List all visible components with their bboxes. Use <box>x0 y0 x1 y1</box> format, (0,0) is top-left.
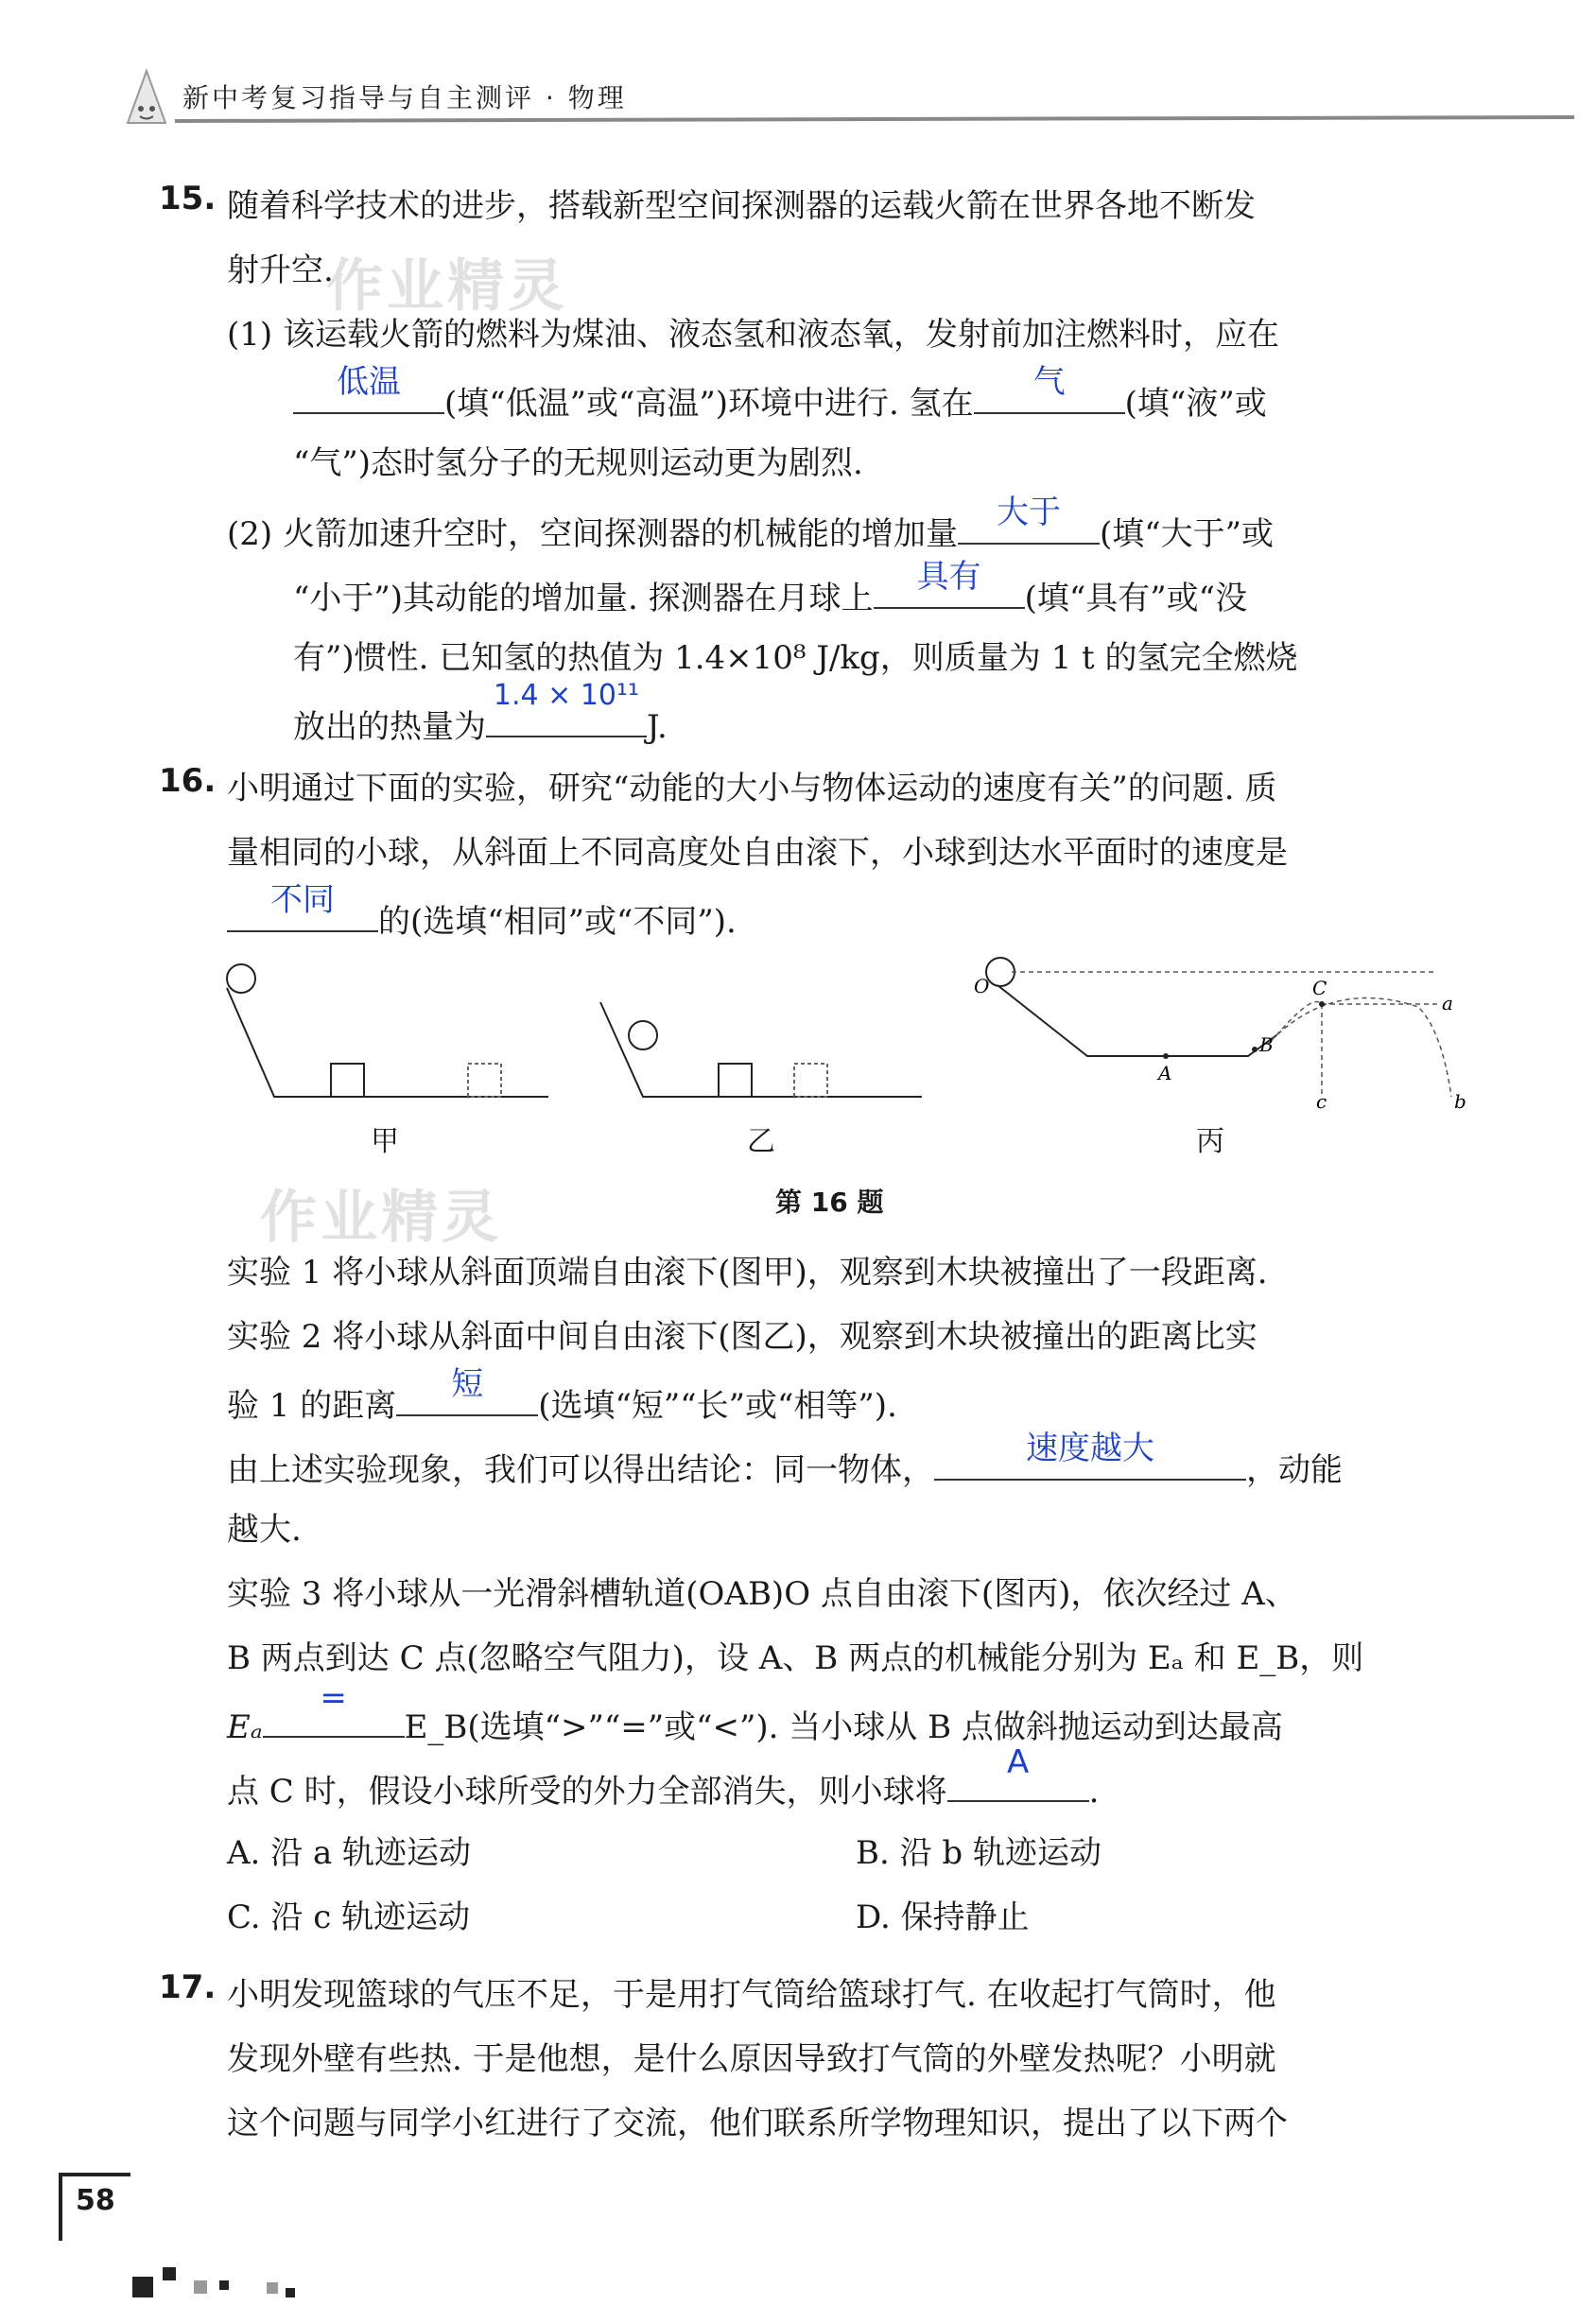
figure-label-yi: 乙 <box>747 1125 775 1158</box>
q15-p2-line2-text-b: (填“具有”或“没 <box>1024 580 1248 617</box>
decor-square-6 <box>286 2288 295 2297</box>
block-jia <box>331 1064 364 1097</box>
trajectory-b <box>1272 998 1451 1097</box>
q16-number: 16. <box>159 762 217 800</box>
q15-p2-line2-text-a: “小于”)其动能的增加量. 探测器在月球上 <box>293 580 874 617</box>
header-rule <box>175 115 1574 125</box>
q16-exp3-line4-text-a: 点 C 时，假设小球所受的外力全部消失，则小球将 <box>227 1773 947 1811</box>
blank-greater[interactable] <box>958 494 1100 545</box>
q17-line1: 小明发现篮球的气压不足，于是用打气筒给篮球打气. 在收起打气筒时，他 <box>227 1976 1276 2014</box>
trajectory-b-label: b <box>1454 1090 1466 1113</box>
q15-p2-line3: 有”)惯性. 已知氢的热值为 1.4×10⁸ J/kg，则质量为 1 t 的氢完全燃烧 <box>293 639 1298 677</box>
q15-p1-line2-text-b: (填“液”或 <box>1124 385 1267 423</box>
block-yi <box>719 1064 752 1097</box>
blank-faster[interactable] <box>934 1430 1246 1481</box>
blank-heat[interactable] <box>486 679 647 737</box>
answer-faster: 速度越大 <box>1026 1430 1154 1467</box>
decor-square-3 <box>194 2280 207 2294</box>
ball-yi <box>629 1021 657 1049</box>
q16-exp3-line3 <box>227 1679 1283 1747</box>
point-o-label: O <box>974 975 990 997</box>
decor-square-4 <box>219 2280 229 2290</box>
q16-exp1: 实验 1 将小球从斜面顶端自由滚下(图甲)，观察到木块被撞出了一段距离. <box>227 1254 1268 1292</box>
q15-p2-line2 <box>293 558 1248 618</box>
decor-square-1 <box>132 2277 153 2297</box>
answer-choice: A <box>1007 1743 1030 1781</box>
blank-different[interactable] <box>227 881 378 932</box>
figure-bing <box>964 945 1475 1116</box>
trajectory-c-label: c <box>1316 1090 1327 1113</box>
point-b-label: B <box>1259 1033 1274 1056</box>
q15-p2-line4-text-a: 放出的热量为 <box>293 708 486 746</box>
q15-p1-line2-text-a: (填“低温”或“高温”)环境中进行. 氢在 <box>444 385 974 423</box>
q16-exp3-line4-text-b: . <box>1088 1773 1100 1811</box>
answer-low-temp: 低温 <box>337 363 401 401</box>
q15-p2-line1 <box>227 494 1274 554</box>
q16-line2: 量相同的小球，从斜面上不同高度处自由滚下，小球到达水平面时的速度是 <box>227 834 1288 872</box>
answer-shorter: 短 <box>451 1365 484 1403</box>
q16-exp2-line2-text-a: 验 1 的距离 <box>227 1387 397 1425</box>
q16-exp2-line1: 实验 2 将小球从斜面中间自由滚下(图乙)，观察到木块被撞出的距离比实 <box>227 1318 1258 1356</box>
ball-bing <box>986 958 1015 986</box>
q16-exp3-line1: 实验 3 将小球从一光滑斜槽轨道(OAB)O 点自由滚下(图丙)，依次经过 A、 <box>227 1575 1297 1613</box>
blank-low-temp[interactable] <box>293 363 444 414</box>
option-c[interactable]: C. 沿 c 轨迹运动 <box>227 1898 471 1936</box>
figure-label-jia: 甲 <box>371 1125 399 1158</box>
q15-p2-line4 <box>293 679 668 747</box>
trajectory-a-label: a <box>1442 992 1453 1014</box>
watermark-2: 作业精灵 <box>260 1185 502 1251</box>
decor-square-5 <box>267 2282 278 2294</box>
q15-p2-line1-text-b: (填“大于”或 <box>1099 515 1274 553</box>
block-moved-yi <box>794 1064 827 1097</box>
q15-p1-line1: (1) 该运载火箭的燃料为煤油、液态氢和液态氧，发射前加注燃料时，应在 <box>227 316 1279 354</box>
q15-p1-line2 <box>293 363 1267 424</box>
blank-shorter[interactable] <box>396 1365 538 1416</box>
point-a-label: A <box>1158 1062 1172 1084</box>
point-c-label: C <box>1312 977 1327 999</box>
q15-p1-line3: “气”)态时氢分子的无规则运动更为剧烈. <box>293 444 863 482</box>
header-title: 新中考复习指导与自主测评 · 物理 <box>182 82 627 113</box>
figure-jia <box>217 955 558 1116</box>
q17-number: 17. <box>159 1968 217 2006</box>
q16-line3-text-b: 的(选填“相同”或“不同”). <box>378 903 737 941</box>
q15-p2-line1-text-a: (2) 火箭加速升空时，空间探测器的机械能的增加量 <box>227 515 958 553</box>
q16-line3 <box>227 881 737 942</box>
figure-caption: 第 16 题 <box>775 1187 884 1218</box>
header <box>118 57 1574 142</box>
pencil-mascot-icon <box>118 66 175 132</box>
blank-gas[interactable] <box>974 363 1125 414</box>
figure-yi <box>596 983 927 1116</box>
answer-different: 不同 <box>270 881 335 919</box>
answer-greater: 大于 <box>996 494 1061 531</box>
option-a[interactable]: A. 沿 a 轨迹运动 <box>227 1834 472 1872</box>
track-oab <box>998 985 1276 1056</box>
page-number: 58 <box>76 2184 115 2217</box>
q16-line1: 小明通过下面的实验，研究“动能的大小与物体运动的速度有关”的问题. 质 <box>227 770 1277 807</box>
ball-jia <box>227 964 255 993</box>
q15-intro-1: 随着科学技术的进步，搭载新型空间探测器的运载火箭在世界各地不断发 <box>227 187 1256 225</box>
q15-number: 15. <box>159 180 217 217</box>
watermark: 作业精灵 <box>326 253 568 320</box>
answer-equal: = <box>320 1679 347 1717</box>
answer-have: 具有 <box>916 558 981 596</box>
blank-choice[interactable] <box>947 1743 1089 1802</box>
blank-have[interactable] <box>874 558 1025 609</box>
answer-heat: 1.4 × 10¹¹ <box>493 679 640 712</box>
q16-conclusion-text-a: 由上述实验现象，我们可以得出结论：同一物体， <box>227 1451 934 1489</box>
figure-label-bing: 丙 <box>1196 1125 1224 1158</box>
q16-conclusion-line2: 越大. <box>227 1511 302 1549</box>
q16-conclusion <box>227 1430 1343 1490</box>
q16-exp2-line2 <box>227 1365 897 1426</box>
q16-exp2-line2-text-b: (选填“短”“长”或“相等”). <box>538 1387 897 1425</box>
q16-exp3-line3-text-b: E_B(选填“>”“=”或“<”). 当小球从 B 点做斜抛运动到达最高 <box>404 1708 1283 1746</box>
blank-equal[interactable] <box>263 1679 405 1738</box>
block-moved-jia <box>468 1064 501 1097</box>
q17-line2: 发现外壁有些热. 于是他想，是什么原因导致打气筒的外壁发热呢？小明就 <box>227 2040 1276 2078</box>
q17-line3: 这个问题与同学小红进行了交流，他们联系所学物理知识，提出了以下两个 <box>227 2105 1288 2142</box>
option-b[interactable]: B. 沿 b 轨迹运动 <box>856 1834 1102 1872</box>
q16-exp3-line2: B 两点到达 C 点(忽略空气阻力)，设 A、B 两点的机械能分别为 Eₐ 和 E_B，则 <box>227 1639 1364 1677</box>
q15-p2-line4-text-b: J. <box>647 708 668 746</box>
q16-exp3-line4 <box>227 1743 1100 1812</box>
decor-square-2 <box>163 2267 176 2280</box>
q15-intro-2: 射升空. <box>227 251 334 289</box>
option-d[interactable]: D. 保持静止 <box>856 1898 1030 1936</box>
answer-gas: 气 <box>1032 363 1066 401</box>
q16-exp3-line3-text-a: Eₐ <box>227 1708 263 1746</box>
q16-conclusion-text-b: ，动能 <box>1246 1451 1343 1489</box>
